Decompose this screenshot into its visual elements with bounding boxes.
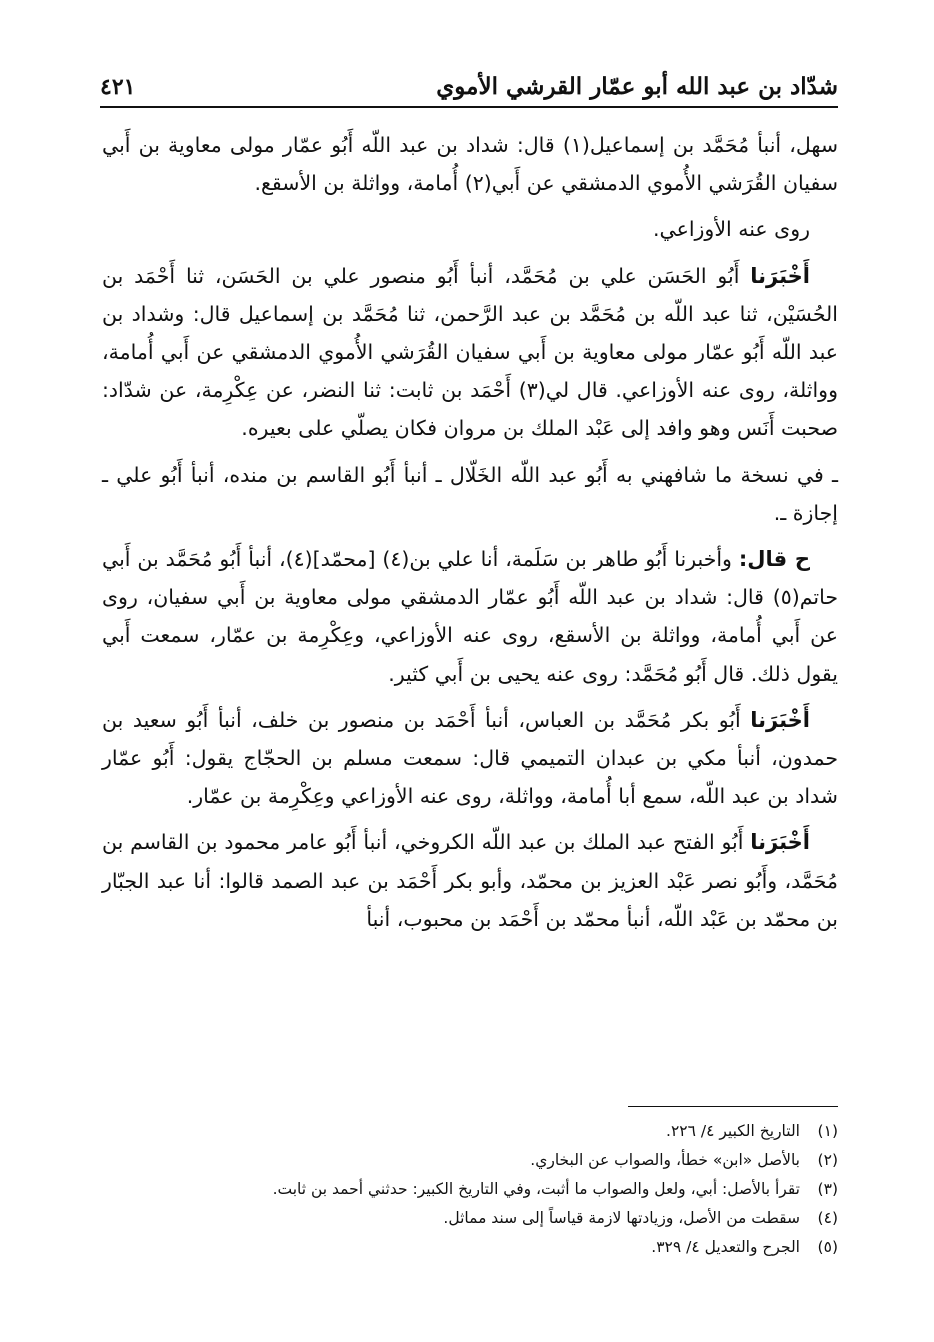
footnote-text: سقطت من الأصل، وزيادتها لازمة قياساً إلى سند مماثل. (443, 1209, 800, 1227)
paragraph-lead: أَخْبَرَنا (750, 830, 810, 855)
paragraph (102, 823, 838, 938)
paragraph-text: ـ في نسخة ما شافهني به أَبُو عبد اللّه الخَلّال ـ أنبأ أَبُو القاسم بن منده، أنبأ أَبُو علي ـ إجازة ـ. (102, 462, 838, 525)
paragraph (102, 701, 838, 816)
footnote (102, 1233, 838, 1262)
footnote-text: التاريخ الكبير ٤/ ٢٢٦. (666, 1122, 800, 1140)
paragraph (102, 456, 838, 532)
footnote (102, 1117, 838, 1146)
footnote-text: تقرأ بالأصل: أبي، ولعل والصواب ما أثبت، وفي التاريخ الكبير: حدثني أحمد بن ثابت. (272, 1180, 800, 1198)
paragraph-text: روى عنه الأوزاعي. (652, 217, 810, 242)
footnote-number: (١) (817, 1122, 838, 1140)
footnote-text: الجرح والتعديل ٤/ ٣٢٩. (651, 1238, 800, 1256)
paragraph-lead: أَخْبَرَنا (750, 263, 810, 288)
paragraph (102, 257, 838, 448)
paragraph-text: أَبُو الحَسَن علي بن مُحَمَّد، أنبأ أَبُو منصور علي بن الحَسَن، ثنا أَحْمَد بن الحُسَيْن، ثنا عبد اللّه بن مُحَمَّد بن عبد الرَّحمن، ثنا مُحَمَّد بن إسماعيل قال: وشداد بن عبد اللّه أَبُو عمّار مولى معاوية بن أَبي سفيان القُرَشي الأُموي الدمشقي عن أَبي أُمامة، وواثلة، روى عنه الأوزاعي. قال لي(٣) أَحْمَد بن ثابت: ثنا النضر، عن عِكْرِمة، عن شدّاد: صحبت أَنَس وهو وافد إلى عَبْد الملك بن مروان فكان يصلّي على بعيره. (102, 263, 838, 441)
footnote (102, 1175, 838, 1204)
footnote-text: بالأصل «ابن» خطأ، والصواب عن البخاري. (530, 1151, 800, 1169)
footnotes (102, 1106, 838, 1262)
paragraph-lead: ح قال: (738, 547, 810, 572)
footnote (102, 1146, 838, 1175)
paragraph (102, 210, 838, 248)
footnote-number: (٥) (817, 1238, 838, 1256)
footnote-number: (٤) (817, 1209, 838, 1227)
page-header (100, 62, 838, 108)
running-title: شدّاد بن عبد الله أبو عمّار القرشي الأموي (436, 73, 838, 100)
page-number: ٤٢١ (100, 74, 136, 100)
paragraph (102, 126, 838, 202)
paragraph-text: وأخبرنا أَبُو طاهر بن سَلَمة، أنا علي بن(٤) [محمّد](٤)، أنبأ أَبُو مُحَمَّد بن أَبي حاتم(٥) قال: شداد بن عبد اللّه أَبُو عمّار الدمشقي مولى معاوية بن أَبي سفيان، روى عن أَبي أُمامة، وواثلة بن الأسقع، روى عنه الأوزاعي، وعِكْرِمة بن عمّار، سمعت أَبي يقول ذلك. قال أَبُو مُحَمَّد: روى عنه يحيى بن أَبي كثير. (102, 547, 838, 686)
footnote-divider (628, 1106, 838, 1107)
paragraph-text: أَبُو بكر مُحَمَّد بن العباس، أنبأ أَحْمَد بن منصور بن خلف، أنبأ أَبُو سعيد بن حمدون، أنبأ مكي بن عبدان التميمي قال: سمعت مسلم بن الحجّاج يقول: أَبُو عمّار شداد بن عبد اللّه، سمع أبا أُمامة، وواثلة، روى عنه الأوزاعي وعِكْرِمة بن عمّار. (102, 707, 838, 809)
paragraph-text: أَبُو الفتح عبد الملك بن عبد اللّه الكروخي، أنبأ أَبُو عامر محمود بن القاسم بن مُحَمَّد، وأَبُو نصر عَبْد العزيز بن محمّد، وأبو بكر أَحْمَد بن عبد الصمد قالوا: أنا عبد الجبّار بن محمّد بن عَبْد اللّه، أنبأ محمّد بن أَحْمَد بن محبوب، أنبأ (102, 830, 838, 931)
footnote-number: (٣) (817, 1180, 838, 1198)
footnote (102, 1204, 838, 1233)
paragraph (102, 540, 838, 693)
paragraph-text: سهل، أنبأ مُحَمَّد بن إسماعيل(١) قال: شداد بن عبد اللّه أَبُو عمّار مولى معاوية بن أَبي سفيان القُرَشي الأُموي الدمشقي عن أَبي(٢) أُمامة، وواثلة بن الأسقع. (102, 133, 838, 196)
footnote-number: (٢) (817, 1151, 838, 1169)
paragraph-lead: أَخْبَرَنا (750, 707, 810, 732)
main-text (102, 126, 838, 946)
